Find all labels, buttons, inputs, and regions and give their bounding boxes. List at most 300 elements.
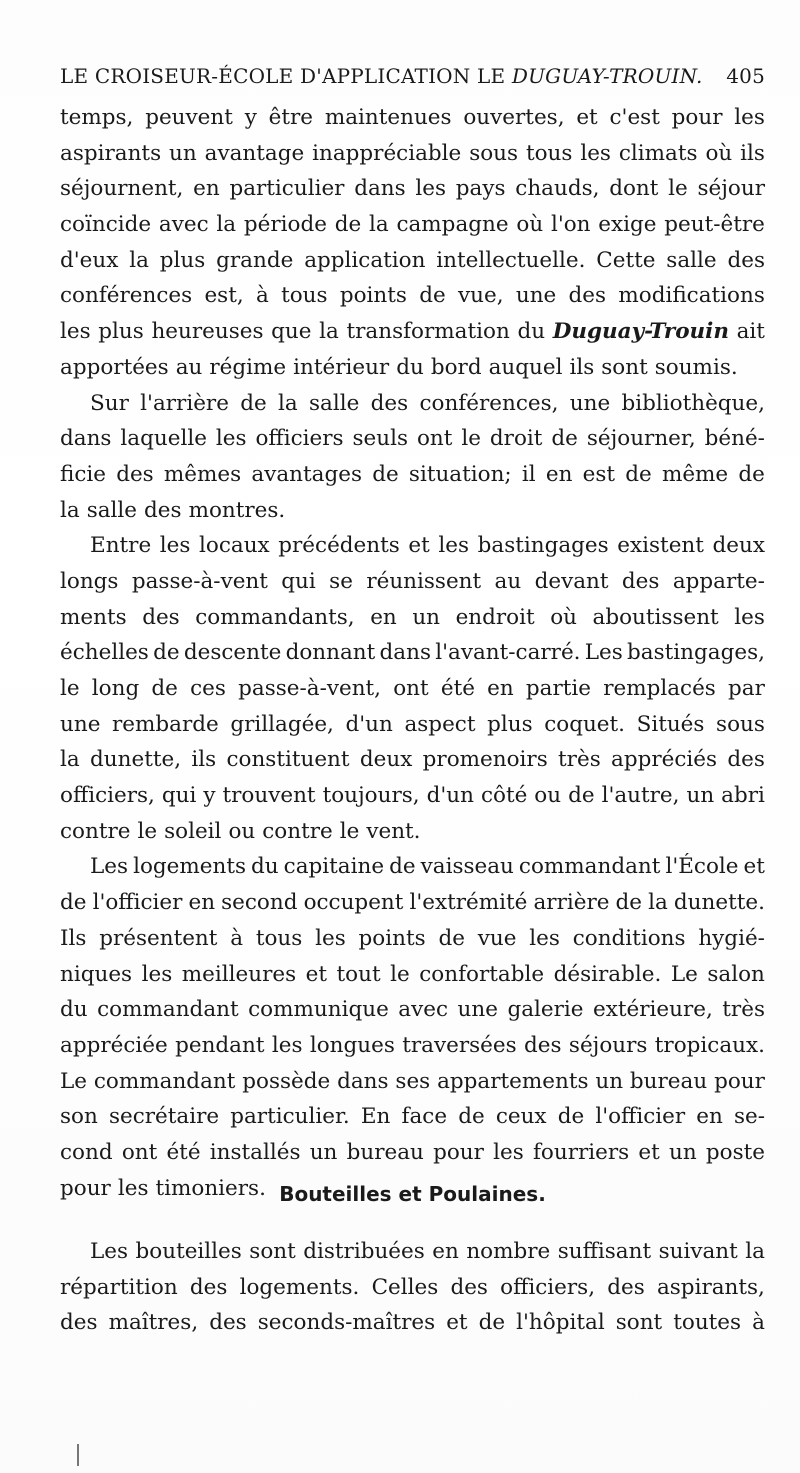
word: long (91, 676, 140, 701)
word: les (60, 319, 91, 345)
word: salle (666, 247, 717, 273)
word: commandant (97, 997, 239, 1023)
word: échelles (60, 640, 149, 666)
text-line (60, 921, 765, 957)
word: la (129, 247, 149, 273)
word: c'est (609, 105, 660, 130)
word: Ils (60, 925, 87, 951)
word: de (615, 890, 643, 916)
word: vue (477, 925, 517, 951)
word: un (309, 1139, 338, 1165)
word: deux (712, 533, 765, 559)
word: ont (416, 426, 453, 452)
word: été (166, 1139, 201, 1165)
text-line (60, 1064, 765, 1100)
word: cond (60, 1139, 113, 1165)
text-line (60, 386, 765, 422)
word: ficie (60, 461, 106, 487)
text-line (60, 136, 765, 172)
word: les (493, 1139, 524, 1165)
word: installés (209, 1139, 301, 1165)
word: ont (393, 676, 429, 701)
word: sous (716, 711, 765, 737)
word: séjourner, (586, 426, 696, 452)
word: Cette (596, 247, 656, 273)
word: de (568, 783, 595, 809)
word: les (271, 1032, 303, 1058)
word: des (568, 283, 607, 309)
text-line (60, 314, 765, 350)
text-line (60, 528, 765, 564)
word: climats (618, 140, 698, 166)
word: les (117, 1175, 149, 1201)
running-title-ship-name: DUGUAY-TROUIN. (511, 64, 703, 88)
word: des (727, 247, 765, 273)
word: du (251, 854, 279, 880)
word: ils (569, 354, 595, 380)
word: en (487, 676, 514, 701)
word: ceux (495, 1104, 547, 1130)
word: une (457, 997, 498, 1023)
word: en (432, 1239, 459, 1264)
text-line (60, 635, 765, 671)
word: la (319, 319, 339, 345)
word: une (60, 711, 101, 737)
word: d'un (426, 783, 474, 809)
text-line (60, 814, 765, 850)
word: vaisseau (420, 854, 514, 880)
word: suffisant (557, 1239, 652, 1264)
text-line (60, 207, 765, 243)
word: au (494, 568, 522, 594)
word: sont (601, 354, 648, 380)
word: sous (469, 140, 519, 166)
word: l'officier (595, 1104, 686, 1130)
word: bibliothèque, (621, 390, 765, 416)
word: ses (395, 1068, 431, 1094)
word: le (668, 176, 688, 202)
word: pendant (175, 1032, 265, 1058)
word: en (188, 890, 216, 916)
word: l'on (550, 212, 591, 238)
word: tropicaux. (654, 1032, 765, 1058)
word: distribuées (303, 1239, 425, 1264)
word: du (517, 319, 546, 345)
word: dans (337, 1068, 389, 1094)
word: de (240, 390, 267, 416)
word: y (203, 783, 216, 809)
word: appréciée (60, 1032, 168, 1058)
word: de (551, 426, 578, 452)
word: même (661, 461, 729, 487)
word: un (412, 604, 441, 630)
word: salle (309, 390, 360, 416)
text-line (60, 1099, 765, 1135)
word: mêmes (163, 461, 242, 487)
text-line (60, 421, 765, 457)
word: bastingages, (627, 640, 765, 666)
section-body-text (60, 1234, 765, 1341)
word: la (60, 747, 80, 773)
word: de (438, 925, 465, 951)
word: présentent (99, 925, 218, 951)
word: se (329, 568, 353, 594)
word: donnant (285, 640, 376, 666)
word: de (389, 854, 416, 880)
word: remplacés (603, 676, 716, 701)
word: en (193, 176, 220, 202)
word: côté (480, 783, 528, 809)
word: application (304, 247, 426, 273)
word: et (305, 961, 328, 987)
word: laquelle (120, 426, 207, 452)
word: pour (671, 105, 723, 130)
word: répartition (60, 1274, 178, 1300)
word: niques (60, 961, 133, 987)
word: Les (584, 640, 623, 666)
word: qui (161, 783, 197, 809)
word: des (621, 568, 660, 594)
word: le (339, 818, 360, 844)
word: passe-à-vent, (238, 676, 382, 701)
word: tous (525, 140, 573, 166)
word: le (461, 426, 481, 452)
word: suivant (658, 1239, 738, 1264)
word: été (440, 676, 475, 701)
word: des (450, 1274, 488, 1300)
word: sont (249, 1239, 296, 1264)
word: ments (60, 604, 127, 630)
word: de (334, 212, 362, 238)
word: particulier. (230, 1104, 350, 1130)
word: seconds-maîtres (257, 1310, 436, 1336)
word: y (244, 105, 257, 130)
word: avantages (251, 461, 362, 487)
word: traversées (402, 1032, 517, 1058)
word: conférences, (419, 390, 559, 416)
word: des (209, 1310, 247, 1336)
word: dunette. (673, 890, 765, 916)
word: peut-être (664, 212, 765, 238)
word: réunissent (366, 568, 482, 594)
word: un (668, 1139, 697, 1165)
word: Sur (90, 390, 129, 416)
word: conditions (572, 925, 686, 951)
word: de (372, 461, 399, 487)
word: de (60, 890, 87, 916)
word: aboutissent (592, 604, 719, 630)
word: l'hôpital (516, 1310, 605, 1336)
word: Les (90, 854, 129, 880)
word: un (595, 1068, 624, 1094)
text-line (60, 564, 765, 600)
word: tous (255, 925, 303, 951)
word: appartements (437, 1068, 589, 1094)
word: dunette, (90, 747, 182, 773)
word: aspirants (60, 140, 162, 166)
word: ils (191, 747, 217, 773)
word: des (370, 390, 409, 416)
word: d'un (345, 711, 393, 737)
word: conférences (60, 283, 193, 309)
word: à (752, 1310, 765, 1336)
page-number: 405 (726, 64, 765, 88)
word: contre (60, 818, 131, 844)
word: peuvent (145, 105, 233, 130)
text-line (60, 1234, 765, 1270)
word: campagne (396, 212, 509, 238)
word: passe-à-vent (131, 568, 268, 594)
word: et (743, 854, 765, 880)
running-title-plain: LE CROISEUR-ÉCOLE D'APPLICATION LE (60, 64, 512, 88)
word: au (175, 354, 203, 380)
word: situation; (408, 461, 512, 487)
word: avantage (204, 140, 305, 166)
word: contre (262, 818, 333, 844)
word: des (144, 497, 182, 523)
word: un (169, 140, 197, 166)
word: deux (359, 747, 413, 773)
word: les (529, 925, 560, 951)
word: maintenues (324, 105, 452, 130)
word: intérieur (293, 354, 390, 380)
word: la (368, 212, 389, 238)
text-line (60, 100, 765, 136)
text-line (60, 493, 765, 529)
word: plus (159, 247, 206, 273)
word: communique (248, 997, 389, 1023)
word: la (216, 212, 237, 238)
word: les (734, 604, 765, 630)
word: commandant (93, 1068, 236, 1094)
word: Le (60, 1068, 88, 1094)
word: apportées (60, 354, 169, 380)
word: partie (525, 676, 591, 701)
word: les (734, 105, 765, 130)
word: points (358, 925, 426, 951)
text-line (60, 778, 765, 814)
word: est (582, 461, 616, 487)
word: les (438, 533, 470, 559)
word: aspect (404, 711, 476, 737)
text-line (60, 278, 765, 314)
word: logements. (239, 1274, 360, 1300)
word: abri (721, 783, 765, 809)
word: la (648, 890, 668, 916)
word: désirable. (553, 961, 662, 987)
word: capitaine (283, 854, 385, 880)
word: inappréciable (312, 140, 462, 166)
word: devant (534, 568, 609, 594)
word: où (516, 212, 544, 238)
word: du (60, 997, 88, 1023)
word: officiers (255, 426, 344, 452)
word: bureau (346, 1139, 424, 1165)
word: auquel (488, 354, 563, 380)
word: et (576, 105, 598, 130)
margin-mark (77, 1444, 79, 1466)
word: Les (90, 1239, 129, 1264)
word: les (415, 176, 447, 202)
word: de (478, 1310, 506, 1336)
word: que (271, 319, 312, 345)
word: est, (204, 283, 244, 309)
word: toutes (673, 1310, 742, 1336)
text-line (60, 600, 765, 636)
word: face (401, 1104, 448, 1130)
word: où (705, 140, 733, 166)
word: qui (281, 568, 316, 594)
word: vue, (458, 283, 504, 309)
word: de (557, 1104, 585, 1130)
word: pour (60, 1175, 111, 1201)
word: longues (309, 1032, 395, 1058)
word: et (446, 1310, 468, 1336)
word: l'avant-carré. (435, 640, 581, 666)
word: pour (714, 1068, 765, 1094)
word: appréciés (611, 747, 718, 773)
word: séjours (568, 1032, 648, 1058)
running-header (60, 64, 765, 88)
word: promenoirs (422, 747, 548, 773)
text-line (60, 742, 765, 778)
word: de (625, 461, 652, 487)
word: Celles (371, 1274, 439, 1300)
word: des (60, 1310, 98, 1336)
text-line (60, 957, 765, 993)
word: exige (598, 212, 657, 238)
word: dont (609, 176, 659, 202)
text-line (60, 457, 765, 493)
word: salon (707, 961, 765, 987)
text-line (60, 992, 765, 1028)
word: de (419, 283, 446, 309)
word: second (221, 890, 298, 916)
word: seuls (352, 426, 409, 452)
word: par (728, 676, 765, 701)
word: hygié- (698, 925, 765, 951)
word: chauds, (515, 176, 600, 202)
word: particulier (229, 176, 345, 202)
word: commandant (518, 854, 661, 880)
word: du (396, 354, 424, 380)
word: séjour (697, 176, 765, 202)
text-line (60, 885, 765, 921)
word: Situés (636, 711, 705, 737)
word: temps, (60, 105, 134, 130)
word: apparte- (672, 568, 765, 594)
text-line (60, 1135, 765, 1171)
word: ouvertes, (463, 105, 565, 130)
word: la (278, 390, 298, 416)
word: commandants, (195, 604, 355, 630)
word: confortable (419, 961, 545, 987)
word: des (142, 604, 180, 630)
word: points (339, 283, 407, 309)
word: occupent (303, 890, 404, 916)
running-title (60, 64, 703, 88)
word: droit (489, 426, 543, 452)
word: heureuses (151, 319, 264, 345)
word: des (116, 461, 154, 487)
word: fourriers (532, 1139, 630, 1165)
word: être (268, 105, 314, 130)
word: officiers, (500, 1274, 596, 1300)
word: les (159, 533, 191, 559)
word: bureau (629, 1068, 708, 1094)
word: grande (216, 247, 294, 273)
word: aspirants, (656, 1274, 765, 1300)
word: des (189, 1274, 228, 1300)
word: trouvent (222, 783, 316, 809)
word: de (151, 676, 178, 701)
word: ou (534, 783, 562, 809)
word: ait (736, 319, 765, 345)
word: avec (398, 997, 449, 1023)
text-line (60, 1305, 765, 1341)
word: en (696, 1104, 723, 1130)
word: régime (209, 354, 287, 380)
word: séjournent, (60, 176, 184, 202)
word: existent (617, 533, 704, 559)
word: et (408, 533, 430, 559)
text-line (60, 350, 765, 386)
word: toujours, (322, 783, 420, 809)
word: constituent (226, 747, 350, 773)
word: le (60, 676, 80, 701)
word: les (215, 426, 247, 452)
text-line (60, 707, 765, 743)
word: la (60, 497, 80, 523)
word: officiers, (60, 783, 155, 809)
word: une (515, 283, 557, 309)
word: un (686, 783, 715, 809)
word: béné- (704, 426, 765, 452)
word: l'officier (92, 890, 183, 916)
word: En (360, 1104, 391, 1130)
word: salle (86, 497, 138, 523)
word: des (607, 1274, 645, 1300)
section-title: Bouteilles et Poulaines. (279, 1182, 546, 1206)
word: l'arrière (140, 390, 229, 416)
word: logements (133, 854, 247, 880)
word: très (558, 747, 601, 773)
word: dans (354, 176, 406, 202)
word: sont (615, 1310, 663, 1336)
word: période (243, 212, 327, 238)
word: possède (242, 1068, 331, 1094)
word: intellectuelle. (436, 247, 586, 273)
word: il (521, 461, 536, 487)
word: poste (705, 1139, 765, 1165)
word: à (230, 925, 244, 951)
word: transformation (346, 319, 510, 345)
word: nombre (466, 1239, 551, 1264)
word: des (524, 1032, 562, 1058)
word: à (255, 283, 269, 309)
word: rembarde (112, 711, 219, 737)
word: en (370, 604, 397, 630)
word: vent. (366, 818, 421, 844)
word: de (738, 461, 765, 487)
word: timoniers. (155, 1175, 266, 1201)
word: d'eux (60, 247, 119, 273)
word: secrétaire (108, 1104, 220, 1130)
word: bastingages (477, 533, 609, 559)
word: coïncide (60, 212, 152, 238)
word: où (550, 604, 577, 630)
word: soleil (164, 818, 222, 844)
